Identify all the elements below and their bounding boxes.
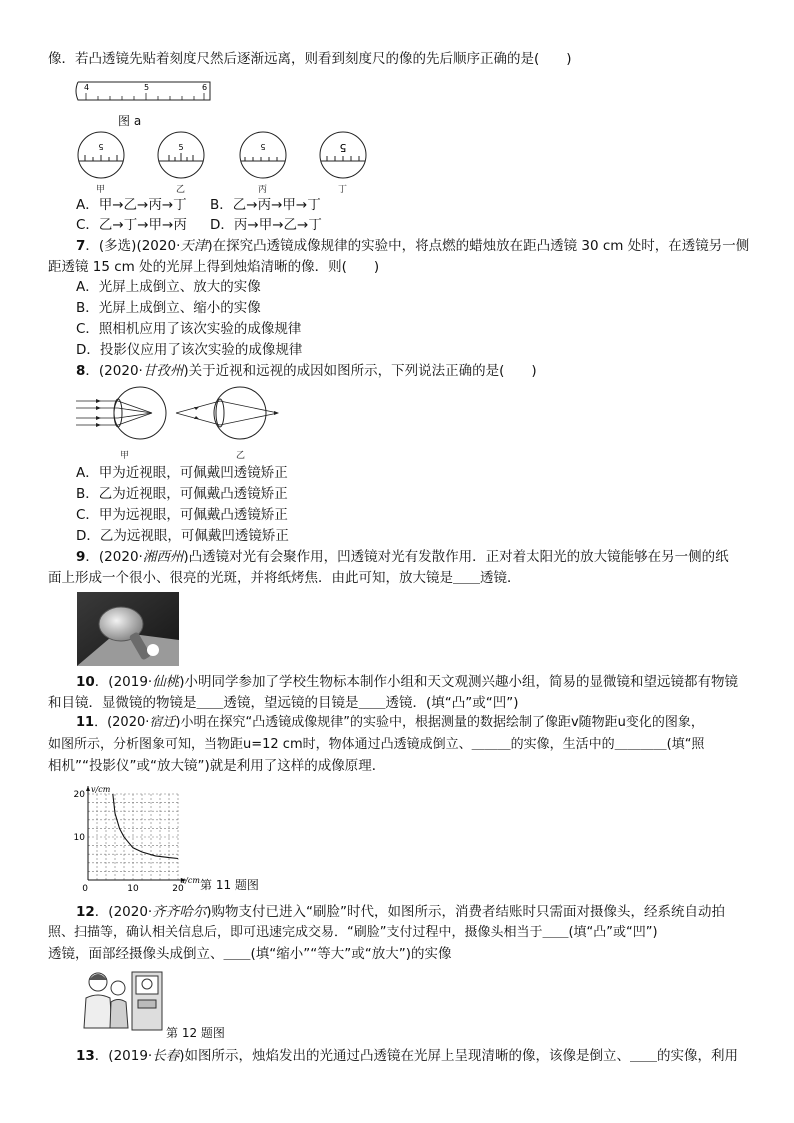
- x-axis-label: u/cm: [180, 876, 200, 885]
- q11-figure-caption: 第 11 题图: [200, 878, 259, 892]
- q12-prefix: ．(2020·: [94, 904, 153, 920]
- q11-text1: )小明在探究“凸透镜成像规律”的实验中，根据测量的数据绘制了像距v随物距u变化的图象，: [175, 715, 704, 730]
- circle-label-jia: 甲: [96, 185, 106, 195]
- q7-number: 7: [76, 238, 86, 254]
- q9-stem-line1: [76, 548, 729, 566]
- x-tick-label: 0: [82, 884, 88, 894]
- ruler-mark-6: 6: [202, 83, 208, 92]
- x-tick-label: 10: [127, 884, 139, 894]
- circle-label-ding: 丁: [338, 185, 348, 195]
- ruler-mark-4: 4: [84, 83, 90, 92]
- q8-prefix: ．(2020·: [85, 363, 143, 379]
- q11-number: 11: [76, 715, 95, 730]
- q7-option-b: B．光屏上成倒立、缩小的实像: [76, 300, 261, 316]
- q8-option-a: A．甲为近视眼，可佩戴凹透镜矫正: [76, 465, 288, 481]
- q7-stem-line2: 距透镜 15 cm 处的光屏上得到烛焰清晰的像．则( ): [48, 259, 380, 275]
- v-u-curve: [113, 794, 178, 859]
- q9-stem-line2: 面上形成一个很小、很亮的光斑，并将纸烤焦．由此可知，放大镜是＿＿透镜．: [48, 570, 521, 586]
- q7-stem-line1: [76, 237, 749, 255]
- q10-stem-line2: 和目镜．显微镜的物镜是＿＿透镜，望远镜的目镜是＿＿透镜．(填“凸”或“凹”): [48, 695, 519, 711]
- q10-source: 仙桃: [152, 674, 180, 690]
- q7-option-a: A．光屏上成倒立、放大的实像: [76, 279, 261, 295]
- q8-option-b: B．乙为近视眼，可佩戴凸透镜矫正: [76, 486, 288, 502]
- q9-prefix: ．(2020·: [85, 549, 143, 565]
- q7-prefix: ．(多选)(2020·: [85, 238, 181, 254]
- eye-label-jia: 甲: [120, 451, 130, 461]
- q7-option-c: C．照相机应用了该次实验的成像规律: [76, 321, 302, 337]
- y-axis-label: v/cm: [91, 785, 111, 794]
- q12-figure-caption: 第 12 题图: [166, 1026, 225, 1040]
- circle-digit: 5: [339, 141, 347, 154]
- q6-option-d: D．丙→甲→乙→丁: [210, 217, 322, 233]
- ruler-mark-5: 5: [144, 83, 150, 92]
- ruler-figure: [74, 80, 214, 102]
- q11-source: 宿迁: [149, 715, 176, 730]
- y-axis-arrow: [86, 786, 90, 791]
- figure-a-caption: 图 a: [118, 114, 142, 128]
- circle-digit: 5: [178, 143, 184, 152]
- q8-option-c: C．甲为远视眼，可佩戴凸透镜矫正: [76, 507, 288, 523]
- q13-stem-line1: [76, 1047, 738, 1065]
- q12-stem-line1: [76, 903, 725, 921]
- q12-source: 齐齐哈尔: [152, 904, 207, 920]
- q11-stem-line1: [76, 714, 704, 732]
- q11-stem-line3: 相机”“投影仪”或“放大镜”)就是利用了这样的成像原理．: [48, 758, 386, 774]
- eye-label-yi: 乙: [236, 451, 246, 461]
- q10-text1: )小明同学参加了学校生物标本制作小组和天文观测兴趣小组，简易的显微镜和望远镜都有物镜: [179, 674, 738, 690]
- q7-source: 天津: [180, 238, 208, 254]
- q8-option-d: D．乙为远视眼，可佩戴凹透镜矫正: [76, 528, 289, 544]
- y-tick-label: 10: [73, 833, 85, 843]
- q6-option-b: B．乙→丙→甲→丁: [210, 197, 321, 213]
- circle-label-bing: 丙: [258, 185, 268, 195]
- q9-text1: )凸透镜对光有会聚作用，凹透镜对光有发散作用．正对着太阳光的放大镜能够在另一侧的纸: [183, 549, 729, 565]
- q8-number: 8: [76, 363, 86, 379]
- circle-digit: 5: [98, 142, 104, 151]
- q12-text1: )购物支付已进入“刷脸”时代，如图所示，消费者结账时只需面对摄像头，经系统自动拍: [206, 904, 725, 920]
- q10-number: 10: [76, 674, 95, 690]
- q13-prefix: ．(2019·: [94, 1048, 153, 1064]
- q7-text1: )在探究凸透镜成像规律的实验中，将点燃的蜡烛放在距凸透镜 30 cm 处时，在透镜另一侧: [207, 238, 750, 254]
- q13-number: 13: [76, 1048, 95, 1064]
- q10-stem-line1: [76, 673, 738, 691]
- face-pay-illustration: [78, 966, 166, 1034]
- circle-digit: 5: [260, 142, 266, 151]
- q9-number: 9: [76, 549, 86, 565]
- y-tick-label: 20: [73, 790, 85, 800]
- q8-source: 甘孜州: [142, 363, 184, 379]
- q6-option-c: C．乙→丁→甲→丙: [76, 217, 187, 233]
- circle-label-yi: 乙: [176, 185, 186, 195]
- q12-number: 12: [76, 904, 95, 920]
- q10-prefix: ．(2019·: [94, 674, 153, 690]
- q8-stem: [76, 362, 537, 380]
- q12-stem-line3: 透镜，面部经摄像头成倒立、＿＿(填“缩小”“等大”或“放大”)的实像: [48, 946, 452, 962]
- q9-source: 湘西州: [142, 549, 184, 565]
- q8-text1: )关于近视和远视的成因如图所示，下列说法正确的是( ): [183, 363, 537, 379]
- x-tick-label: 20: [172, 884, 184, 894]
- magnifier-circle-bing: [239, 131, 287, 179]
- magnifier-photo: [77, 592, 179, 666]
- q6-option-a: A．甲→乙→丙→丁: [76, 197, 187, 213]
- q11-prefix: ．(2020·: [94, 715, 150, 730]
- magnifier-circle-jia: [77, 131, 125, 179]
- q6-stem: 像．若凸透镜先贴着刻度尺然后逐渐远离，则看到刻度尺的像的先后顺序正确的是( ): [48, 51, 572, 67]
- q13-text1: )如图所示，烛焰发出的光通过凸透镜在光屏上呈现清晰的像，该像是倒立、＿＿的实像，利用: [179, 1048, 738, 1064]
- q12-stem-line2: 照、扫描等，确认相关信息后，即可迅速完成交易．“刷脸”支付过程中，摄像头相当于＿＿(填“凸”或“凹”): [48, 925, 658, 940]
- q11-stem-line2: 如图所示，分析图象可知，当物距u=12 cm时，物体通过凸透镜成倒立、＿＿＿的实像，生活中的＿＿＿＿(填“照: [48, 737, 705, 752]
- magnifier-circle-yi: [157, 131, 205, 179]
- magnifier-circle-ding: [319, 131, 367, 179]
- q7-option-d: D．投影仪应用了该次实验的成像规律: [76, 342, 303, 358]
- q13-source: 长春: [152, 1048, 180, 1064]
- eye-diagram-jia: [76, 384, 168, 444]
- eye-diagram-yi: [174, 384, 284, 444]
